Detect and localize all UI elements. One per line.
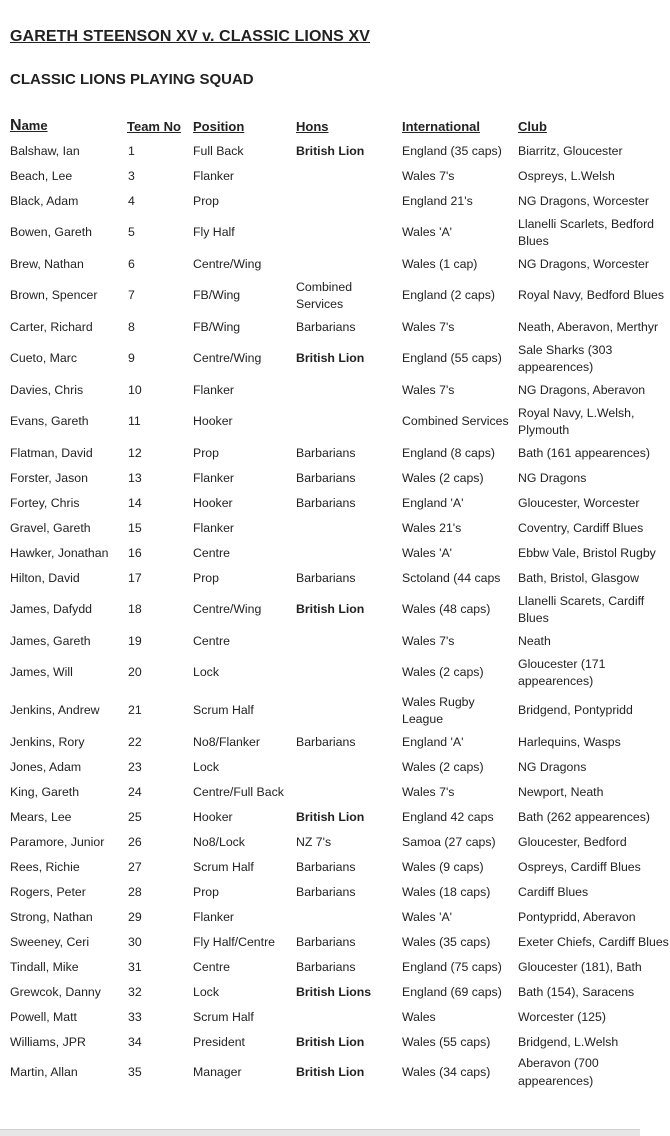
cell-team-no: 32 bbox=[128, 984, 142, 999]
cell-hons bbox=[296, 1005, 402, 1030]
document-title-text: GARETH STEENSON XV v. CLASSIC LIONS XV bbox=[10, 28, 371, 45]
cell-name: James, Will bbox=[10, 665, 73, 680]
table-row bbox=[10, 139, 670, 164]
cell-name: Martin, Allan bbox=[10, 1064, 78, 1079]
cell-position: President bbox=[193, 1034, 245, 1049]
cell-club: Gloucester, Worcester bbox=[518, 495, 640, 510]
cell-team-no: 24 bbox=[128, 784, 142, 799]
cell-position: Hooker bbox=[193, 495, 233, 510]
cell-hons: British Lion bbox=[296, 1064, 365, 1079]
cell-club: Royal Navy, L.Welsh, Plymouth bbox=[518, 405, 635, 437]
cell-hons bbox=[296, 654, 402, 692]
cell-international: England (69 caps) bbox=[402, 984, 502, 999]
cell-international: Wales Rugby League bbox=[402, 694, 475, 726]
table-row bbox=[10, 629, 670, 654]
table-row bbox=[10, 189, 670, 214]
header-international: International bbox=[402, 118, 481, 134]
table-header-row bbox=[10, 113, 670, 139]
cell-team-no: 25 bbox=[128, 809, 142, 824]
cell-position: Prop bbox=[193, 193, 219, 208]
cell-team-no: 4 bbox=[128, 193, 135, 208]
cell-club: NG Dragons, Worcester bbox=[518, 256, 649, 271]
cell-position: Flanker bbox=[193, 909, 235, 924]
cell-hons bbox=[296, 214, 402, 252]
cell-position: Flanker bbox=[193, 168, 235, 183]
cell-name: Carter, Richard bbox=[10, 319, 93, 334]
cell-team-no: 34 bbox=[128, 1034, 142, 1049]
cell-team-no: 13 bbox=[128, 470, 142, 485]
cell-international: Wales 7's bbox=[402, 382, 455, 397]
cell-position: Flanker bbox=[193, 382, 235, 397]
squad-table bbox=[10, 113, 670, 1090]
cell-name: Evans, Gareth bbox=[10, 414, 89, 429]
cell-position: Centre bbox=[193, 545, 230, 560]
cell-hons: British Lion bbox=[296, 809, 365, 824]
table-row bbox=[10, 403, 670, 441]
cell-team-no: 28 bbox=[128, 884, 142, 899]
cell-position: Fly Half bbox=[193, 225, 235, 240]
cell-international: Wales 'A' bbox=[402, 909, 453, 924]
cell-hons: Barbarians bbox=[296, 495, 356, 510]
cell-position: Manager bbox=[193, 1064, 242, 1079]
cell-international: England (2 caps) bbox=[402, 288, 495, 303]
table-row bbox=[10, 780, 670, 805]
cell-club: Bridgend, L.Welsh bbox=[518, 1034, 619, 1049]
cell-hons: British Lion bbox=[296, 1034, 365, 1049]
cell-club: Sale Sharks (303 appearences) bbox=[518, 342, 613, 374]
cell-team-no: 22 bbox=[128, 734, 142, 749]
cell-hons bbox=[296, 905, 402, 930]
cell-name: Powell, Matt bbox=[10, 1009, 77, 1024]
cell-hons: Barbarians bbox=[296, 934, 356, 949]
header-hons: Hons bbox=[296, 118, 329, 134]
cell-team-no: 14 bbox=[128, 495, 142, 510]
table-row bbox=[10, 855, 670, 880]
cell-name: James, Dafydd bbox=[10, 602, 93, 617]
cell-team-no: 16 bbox=[128, 545, 142, 560]
cell-international: England (35 caps) bbox=[402, 143, 502, 158]
table-row bbox=[10, 692, 670, 730]
cell-position: Fly Half/Centre bbox=[193, 934, 276, 949]
cell-position: Lock bbox=[193, 984, 219, 999]
cell-hons bbox=[296, 516, 402, 541]
table-row bbox=[10, 755, 670, 780]
cell-international: England (55 caps) bbox=[402, 351, 502, 366]
cell-team-no: 21 bbox=[128, 703, 142, 718]
table-row bbox=[10, 541, 670, 566]
cell-name: Hilton, David bbox=[10, 570, 80, 585]
cell-club: Pontypridd, Aberavon bbox=[518, 909, 636, 924]
table-row bbox=[10, 1030, 670, 1055]
cell-hons: Barbarians bbox=[296, 959, 356, 974]
cell-international: Wales 7's bbox=[402, 784, 455, 799]
cell-team-no: 30 bbox=[128, 934, 142, 949]
cell-international: England 'A' bbox=[402, 495, 464, 510]
cell-club: Llanelli Scarlets, Bedford Blues bbox=[518, 216, 655, 248]
table-row bbox=[10, 214, 670, 252]
cell-international: Wales (2 caps) bbox=[402, 665, 484, 680]
header-position: Position bbox=[193, 118, 245, 134]
table-row bbox=[10, 315, 670, 340]
cell-position: Prop bbox=[193, 884, 219, 899]
cell-hons bbox=[296, 403, 402, 441]
cell-international: England 42 caps bbox=[402, 809, 494, 824]
cell-hons bbox=[296, 541, 402, 566]
cell-position: No8/Lock bbox=[193, 834, 245, 849]
cell-team-no: 6 bbox=[128, 256, 135, 271]
cell-name: Davies, Chris bbox=[10, 382, 84, 397]
cell-team-no: 12 bbox=[128, 445, 142, 460]
table-row bbox=[10, 516, 670, 541]
cell-position: Flanker bbox=[193, 470, 235, 485]
cell-international: Wales 7's bbox=[402, 633, 455, 648]
table-row bbox=[10, 1055, 670, 1090]
cell-position: Centre/Wing bbox=[193, 256, 262, 271]
cell-international: Wales (55 caps) bbox=[402, 1034, 491, 1049]
cell-name: Brown, Spencer bbox=[10, 288, 98, 303]
cell-hons: British Lion bbox=[296, 602, 365, 617]
cell-name: Sweeney, Ceri bbox=[10, 934, 90, 949]
cell-position: Centre/Wing bbox=[193, 351, 262, 366]
cell-hons bbox=[296, 629, 402, 654]
cell-international: England 21's bbox=[402, 193, 473, 208]
cell-position: Lock bbox=[193, 665, 219, 680]
cell-club: Bath (161 appearences) bbox=[518, 445, 650, 460]
cell-club: Gloucester (171 appearences) bbox=[518, 656, 606, 688]
cell-international: Sctoland (44 caps bbox=[402, 570, 501, 585]
document-title bbox=[10, 28, 370, 46]
cell-team-no: 26 bbox=[128, 834, 142, 849]
cell-position: Flanker bbox=[193, 520, 235, 535]
cell-team-no: 5 bbox=[128, 225, 135, 240]
cell-position: Centre bbox=[193, 959, 230, 974]
cell-name: Cueto, Marc bbox=[10, 351, 77, 366]
cell-team-no: 1 bbox=[128, 143, 135, 158]
cell-position: Centre/Wing bbox=[193, 602, 262, 617]
cell-club: Cardiff Blues bbox=[518, 884, 589, 899]
cell-position: No8/Flanker bbox=[193, 734, 260, 749]
cell-team-no: 29 bbox=[128, 909, 142, 924]
cell-international: Wales 'A' bbox=[402, 225, 453, 240]
table-row bbox=[10, 905, 670, 930]
cell-position: Hooker bbox=[193, 809, 233, 824]
cell-hons bbox=[296, 189, 402, 214]
cell-team-no: 18 bbox=[128, 602, 142, 617]
cell-club: NG Dragons bbox=[518, 759, 587, 774]
cell-club: Llanelli Scarets, Cardiff Blues bbox=[518, 593, 645, 625]
cell-name: James, Gareth bbox=[10, 633, 91, 648]
cell-name: Flatman, David bbox=[10, 445, 93, 460]
cell-name: Gravel, Gareth bbox=[10, 520, 91, 535]
cell-position: Scrum Half bbox=[193, 703, 254, 718]
cell-team-no: 10 bbox=[128, 382, 142, 397]
cell-team-no: 8 bbox=[128, 319, 135, 334]
cell-position: Full Back bbox=[193, 143, 244, 158]
cell-name: Grewcok, Danny bbox=[10, 984, 101, 999]
cell-hons: Barbarians bbox=[296, 859, 356, 874]
cell-hons: Barbarians bbox=[296, 319, 356, 334]
cell-club: Biarritz, Gloucester bbox=[518, 143, 623, 158]
cell-international: Wales (2 caps) bbox=[402, 759, 484, 774]
cell-international: England (75 caps) bbox=[402, 959, 502, 974]
cell-name: Strong, Nathan bbox=[10, 909, 93, 924]
cell-hons: Combined Services bbox=[296, 279, 353, 311]
table-row bbox=[10, 591, 670, 629]
table-row bbox=[10, 930, 670, 955]
table-row bbox=[10, 378, 670, 403]
cell-team-no: 11 bbox=[128, 414, 141, 429]
cell-hons bbox=[296, 252, 402, 277]
cell-club: Neath, Aberavon, Merthyr bbox=[518, 319, 659, 334]
cell-name: Hawker, Jonathan bbox=[10, 545, 109, 560]
cell-club: Coventry, Cardiff Blues bbox=[518, 520, 644, 535]
cell-club: NG Dragons, Aberavon bbox=[518, 382, 646, 397]
cell-name: Jenkins, Andrew bbox=[10, 703, 100, 718]
header-team-no: Team No bbox=[127, 118, 181, 134]
cell-hons: Barbarians bbox=[296, 734, 356, 749]
cell-club: Harlequins, Wasps bbox=[518, 734, 621, 749]
cell-team-no: 3 bbox=[128, 168, 135, 183]
cell-international: England (8 caps) bbox=[402, 445, 495, 460]
cell-name: Rees, Richie bbox=[10, 859, 80, 874]
cell-team-no: 20 bbox=[128, 665, 142, 680]
cell-hons: Barbarians bbox=[296, 570, 356, 585]
cell-hons bbox=[296, 780, 402, 805]
cell-hons: British Lion bbox=[296, 351, 365, 366]
cell-international: Wales (2 caps) bbox=[402, 470, 484, 485]
cell-team-no: 31 bbox=[128, 959, 142, 974]
table-row bbox=[10, 252, 670, 277]
cell-club: Bath, Bristol, Glasgow bbox=[518, 570, 639, 585]
cell-hons bbox=[296, 692, 402, 730]
cell-international: Wales (48 caps) bbox=[402, 602, 491, 617]
squad-subtitle: CLASSIC LIONS PLAYING SQUAD bbox=[10, 71, 254, 88]
cell-international: Wales 7's bbox=[402, 168, 455, 183]
cell-hons bbox=[296, 755, 402, 780]
cell-position: Scrum Half bbox=[193, 859, 254, 874]
cell-position: Scrum Half bbox=[193, 1009, 254, 1024]
cell-club: Exeter Chiefs, Cardiff Blues bbox=[518, 934, 669, 949]
cell-club: NG Dragons, Worcester bbox=[518, 193, 649, 208]
cell-team-no: 15 bbox=[128, 520, 142, 535]
table-row bbox=[10, 955, 670, 980]
cell-team-no: 27 bbox=[128, 859, 142, 874]
table-row bbox=[10, 340, 670, 378]
table-row bbox=[10, 654, 670, 692]
cell-name: Beach, Lee bbox=[10, 168, 73, 183]
cell-name: Rogers, Peter bbox=[10, 884, 86, 899]
cell-name: Balshaw, Ian bbox=[10, 143, 80, 158]
table-row bbox=[10, 1005, 670, 1030]
cell-position: FB/Wing bbox=[193, 319, 241, 334]
cell-position: Prop bbox=[193, 570, 219, 585]
cell-team-no: 35 bbox=[128, 1064, 142, 1079]
cell-club: Newport, Neath bbox=[518, 784, 604, 799]
cell-hons: British Lions bbox=[296, 984, 372, 999]
table-row bbox=[10, 980, 670, 1005]
cell-international: Wales (34 caps) bbox=[402, 1064, 491, 1079]
table-row bbox=[10, 880, 670, 905]
cell-international: Wales 7's bbox=[402, 319, 455, 334]
table-row bbox=[10, 730, 670, 755]
page-bottom-edge bbox=[0, 1129, 640, 1136]
cell-hons: Barbarians bbox=[296, 470, 356, 485]
cell-international: England 'A' bbox=[402, 734, 464, 749]
cell-name: Forster, Jason bbox=[10, 470, 88, 485]
cell-international: Wales (35 caps) bbox=[402, 934, 491, 949]
cell-club: Neath bbox=[518, 633, 551, 648]
cell-international: Wales (18 caps) bbox=[402, 884, 491, 899]
header-name: Name bbox=[10, 117, 48, 134]
cell-international: Wales 21's bbox=[402, 520, 462, 535]
cell-position: FB/Wing bbox=[193, 288, 241, 303]
cell-hons bbox=[296, 164, 402, 189]
cell-club: Royal Navy, Bedford Blues bbox=[518, 288, 665, 303]
cell-hons: Barbarians bbox=[296, 445, 356, 460]
cell-international: Wales (1 cap) bbox=[402, 256, 478, 271]
cell-name: Brew, Nathan bbox=[10, 256, 84, 271]
cell-international: Wales bbox=[402, 1009, 436, 1024]
cell-name: Bowen, Gareth bbox=[10, 225, 93, 240]
cell-name: Paramore, Junior bbox=[10, 834, 105, 849]
cell-hons bbox=[296, 378, 402, 403]
cell-name: Tindall, Mike bbox=[10, 959, 79, 974]
cell-name: Fortey, Chris bbox=[10, 495, 80, 510]
table-row bbox=[10, 164, 670, 189]
table-row bbox=[10, 830, 670, 855]
cell-club: Bridgend, Pontypridd bbox=[518, 703, 633, 718]
cell-team-no: 23 bbox=[128, 759, 142, 774]
cell-club: NG Dragons bbox=[518, 470, 587, 485]
cell-name: Jenkins, Rory bbox=[10, 734, 85, 749]
cell-name: Williams, JPR bbox=[10, 1034, 86, 1049]
cell-name: Mears, Lee bbox=[10, 809, 72, 824]
cell-name: Jones, Adam bbox=[10, 759, 82, 774]
table-row bbox=[10, 566, 670, 591]
cell-name: King, Gareth bbox=[10, 784, 80, 799]
cell-international: Samoa (27 caps) bbox=[402, 834, 496, 849]
cell-international: Combined Services bbox=[402, 414, 509, 429]
cell-club: Bath (154), Saracens bbox=[518, 984, 635, 999]
cell-position: Centre bbox=[193, 633, 230, 648]
cell-club: Ospreys, L.Welsh bbox=[518, 168, 615, 183]
table-row bbox=[10, 441, 670, 466]
table-row bbox=[10, 277, 670, 315]
cell-position: Prop bbox=[193, 445, 219, 460]
cell-team-no: 17 bbox=[128, 570, 142, 585]
cell-club: Ebbw Vale, Bristol Rugby bbox=[518, 545, 656, 560]
cell-international: Wales (9 caps) bbox=[402, 859, 484, 874]
cell-club: Worcester (125) bbox=[518, 1009, 606, 1024]
cell-hons: NZ 7's bbox=[296, 834, 332, 849]
cell-club: Ospreys, Cardiff Blues bbox=[518, 859, 641, 874]
cell-hons: Barbarians bbox=[296, 884, 356, 899]
cell-team-no: 33 bbox=[128, 1009, 142, 1024]
cell-club: Aberavon (700 appearences) bbox=[518, 1056, 599, 1088]
cell-team-no: 7 bbox=[128, 288, 135, 303]
cell-team-no: 19 bbox=[128, 633, 142, 648]
cell-position: Hooker bbox=[193, 414, 233, 429]
cell-position: Centre/Full Back bbox=[193, 784, 284, 799]
cell-position: Lock bbox=[193, 759, 219, 774]
cell-international: Wales 'A' bbox=[402, 545, 453, 560]
cell-hons: British Lion bbox=[296, 143, 365, 158]
cell-club: Bath (262 appearences) bbox=[518, 809, 650, 824]
table-row bbox=[10, 466, 670, 491]
table-row bbox=[10, 491, 670, 516]
cell-club: Gloucester, Bedford bbox=[518, 834, 627, 849]
cell-name: Black, Adam bbox=[10, 193, 79, 208]
table-row bbox=[10, 805, 670, 830]
cell-team-no: 9 bbox=[128, 351, 135, 366]
header-club: Club bbox=[518, 118, 547, 134]
cell-club: Gloucester (181), Bath bbox=[518, 959, 642, 974]
